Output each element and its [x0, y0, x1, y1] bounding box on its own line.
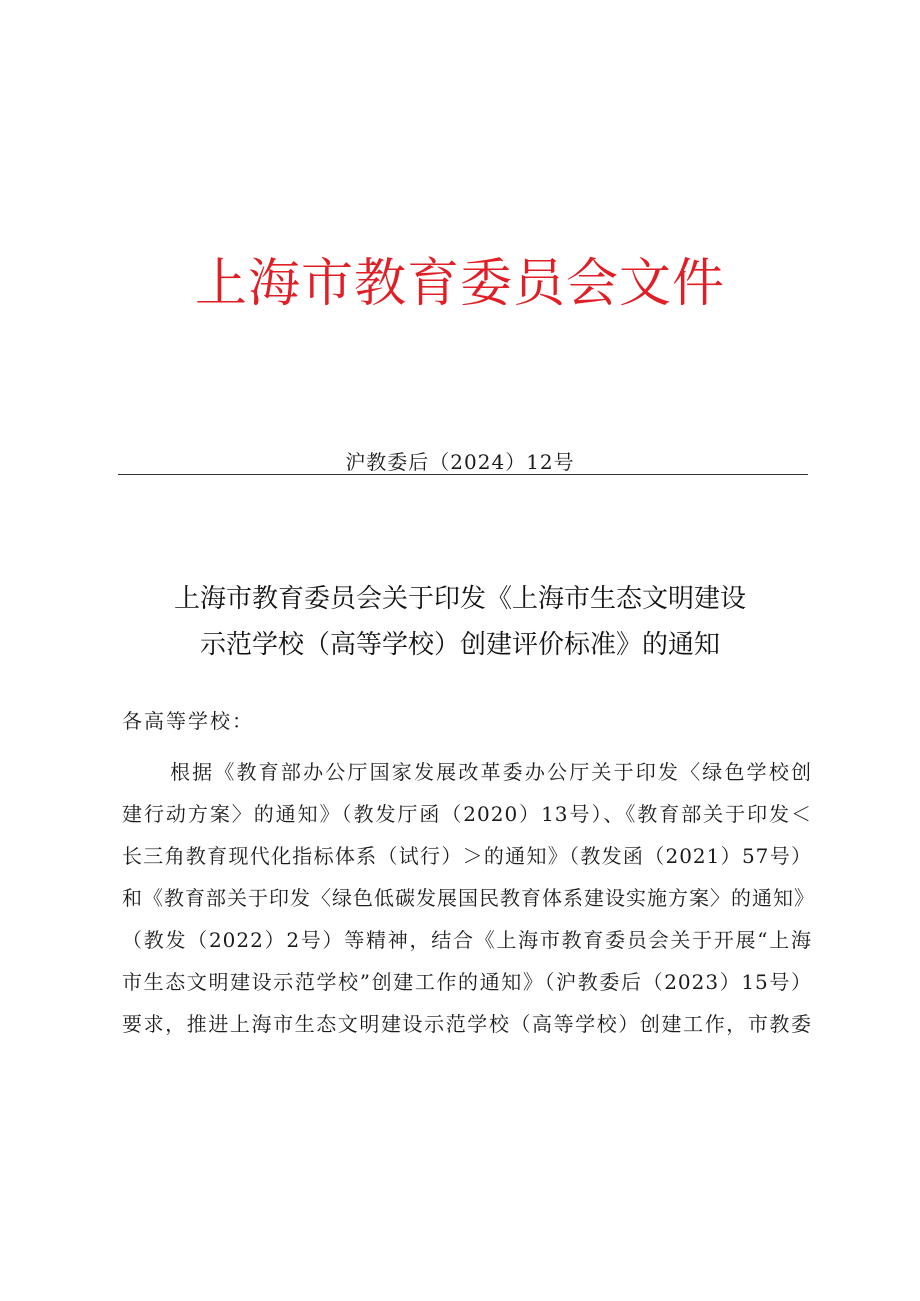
body-line: 和《教育部关于印发〈绿色低碳发展国民教育体系建设实施方案〉的通知》	[122, 886, 815, 910]
header-separator-line	[118, 474, 808, 475]
body-line: （教发（2022）2号）等精神，结合《上海市教育委员会关于开展“上海	[122, 928, 812, 952]
notice-title	[0, 576, 920, 668]
masthead-title: 上海市教育委员会文件	[194, 254, 725, 314]
notice-title-line: 上海市教育委员会关于印发《上海市生态文明建设	[173, 584, 746, 614]
body-paragraph	[122, 751, 815, 1045]
body-line: 要求，推进上海市生态文明建设示范学校（高等学校）创建工作，市教委	[122, 1012, 812, 1036]
notice-title-line: 示范学校（高等学校）创建评价标准》的通知	[199, 630, 720, 660]
salutation: 各高等学校：	[122, 709, 254, 733]
body-line: 长三角教育现代化指标体系（试行）＞的通知》（教发函（2021）57号）	[122, 844, 812, 868]
body-line: 根据《教育部办公厅国家发展改革委办公厅关于印发〈绿色学校创	[170, 760, 812, 784]
body-line: 市生态文明建设示范学校”创建工作的通知》（沪教委后（2023）15号）	[122, 970, 812, 994]
body-line: 建行动方案〉的通知》（教发厅函（2020）13号）、《教育部关于印发＜	[122, 802, 812, 826]
document-number: 沪教委后（2024）12号	[345, 450, 575, 474]
